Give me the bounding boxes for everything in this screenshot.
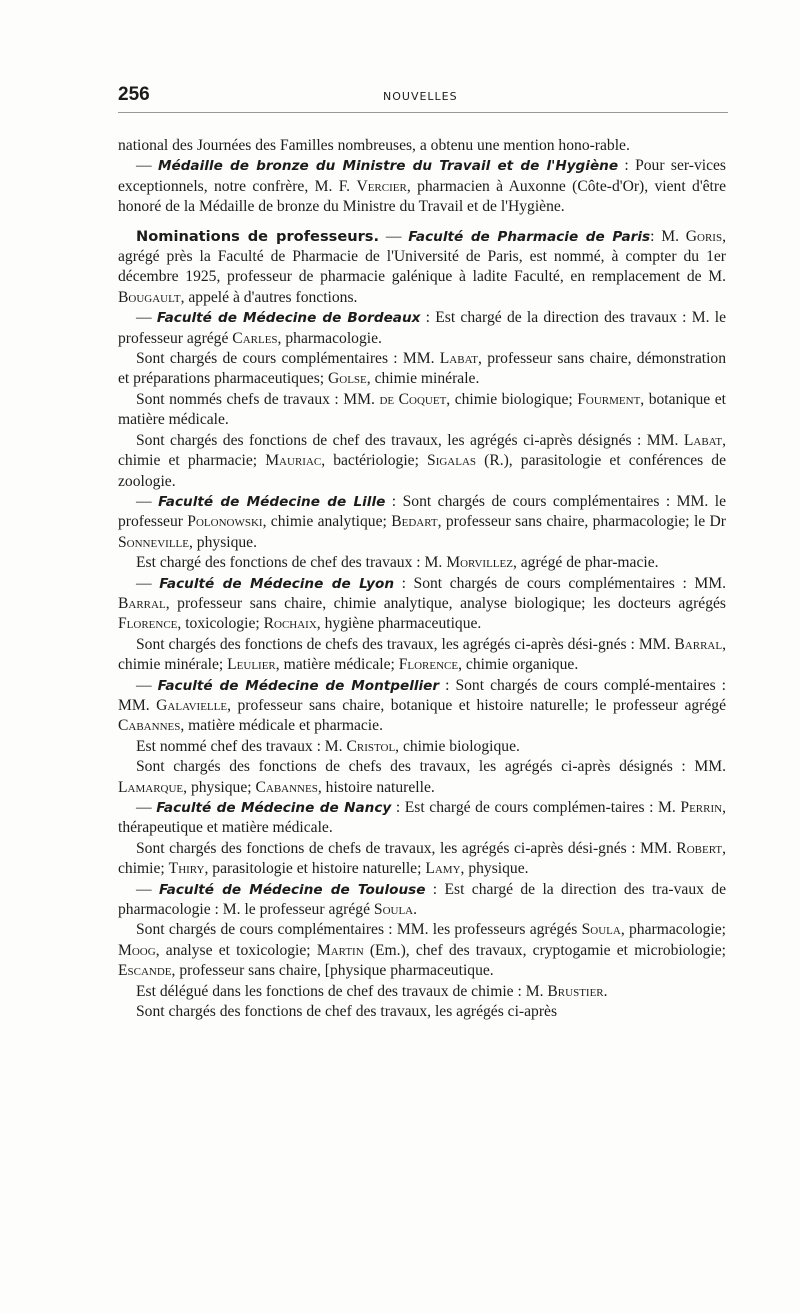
text-run: (Em.), chef des travaux, cryptogamie et microbiologie;: [363, 941, 727, 959]
text-run: : Sont chargés de cours complémentaires : MM. le professeur: [118, 492, 727, 531]
text-run: , matière médicale et pharmacie.: [180, 717, 383, 735]
person-name: Florence: [118, 615, 178, 633]
text-run: , physique.: [189, 533, 258, 551]
text-run: , analyse et toxicologie;: [155, 941, 317, 959]
text-run: , pharmacien à Auxonne (Côte-d'Or), vient d'être honoré de la Médaille de bronze du Ministre du Travail et de l'Hygiène.: [118, 177, 727, 216]
text-run: Sont chargés des fonctions de chef des travaux, les agrégés ci-après: [136, 1003, 558, 1021]
text-run: , physique.: [460, 860, 529, 878]
text-run: .: [603, 982, 608, 1000]
paragraph: [118, 737, 726, 757]
paragraph: [118, 920, 726, 981]
person-name: Galavielle: [156, 696, 228, 714]
text-run: Est délégué dans les fonctions de chef des travaux de chimie : M.: [136, 982, 548, 1000]
person-name: Soula: [373, 901, 414, 919]
text-run: , professeur sans chaire, pharmacologie; le Dr: [437, 513, 726, 531]
section-heading: Faculté de Médecine de Nancy: [156, 800, 392, 816]
text-run: : Sont chargés de cours complémentaires : MM.: [394, 574, 727, 592]
text-run: —: [136, 676, 158, 694]
person-name: Fourment: [577, 390, 641, 408]
text-run: Sont chargés des fonctions de chefs des travaux, les agrégés ci-après dési-gnés : MM.: [136, 635, 675, 653]
person-name: de Coquet: [379, 390, 447, 408]
section-heading: Faculté de Pharmacie de Paris: [408, 228, 651, 245]
text-run: , pharmacologie;: [620, 921, 726, 939]
person-name: Bougault: [118, 288, 181, 306]
text-run: , agrégé de phar-macie.: [512, 554, 659, 572]
person-name: Leulier: [227, 656, 276, 674]
text-run: (R.), parasitologie et conférences de zoologie.: [118, 452, 726, 490]
text-run: , appelé à d'autres fonctions.: [180, 288, 358, 306]
text-run: , chimie biologique.: [395, 737, 520, 755]
section-heading: Médaille de bronze du Ministre du Travail et de l'Hygiène: [157, 158, 619, 175]
paragraph: [118, 1002, 726, 1022]
person-name: Labat: [683, 431, 723, 449]
text-run: Est nommé chef des travaux : M.: [136, 737, 347, 755]
text-run: —: [379, 227, 409, 245]
text-run: —: [136, 574, 160, 592]
text-run: —: [136, 799, 157, 816]
paragraph: [118, 492, 726, 553]
running-title: NOUVELLES: [383, 90, 458, 103]
text-run: , professeur sans chaire, démonstration et préparations pharmaceutiques;: [118, 350, 726, 388]
person-name: Vercier: [356, 177, 407, 195]
text-run: , chimie analytique;: [262, 513, 392, 531]
text-run: Sont chargés des fonctions de chefs de travaux, les agrégés ci-après dési-gnés : MM.: [136, 839, 677, 857]
paragraph: [118, 880, 726, 921]
text-run: , chimie organique.: [458, 656, 579, 674]
person-name: Golse: [328, 370, 367, 388]
person-name: Carles: [232, 329, 278, 347]
person-name: Moog: [118, 941, 156, 959]
text-run: , professeur sans chaire, [physique pharmaceutique.: [171, 962, 494, 980]
text-run: , agrégé près la Faculté de Pharmacie de l'Université de Paris, est nommé, à compter du 1er décembre 1925, professeur de pharmacie galénique à ladite Faculté, en remplacement de M.: [118, 227, 726, 286]
paragraph: [118, 676, 726, 737]
paragraph: [118, 635, 726, 676]
paragraph: [118, 839, 726, 880]
section-title: Nominations de professeurs.: [136, 227, 380, 245]
text-run: —: [136, 309, 157, 327]
paragraph: [118, 136, 726, 156]
text-run: .: [413, 901, 418, 919]
person-name: Cristol: [346, 737, 396, 755]
article-body: [118, 136, 726, 1022]
text-run: , matière médicale;: [275, 656, 399, 674]
person-name: Florence: [398, 656, 459, 674]
paragraph: [118, 982, 726, 1002]
text-run: Sont chargés des fonctions de chef des travaux, les agrégés ci-après désignés : MM.: [136, 431, 684, 449]
person-name: Rochaix: [263, 615, 317, 633]
text-run: : Sont chargés de cours complé-mentaires : MM.: [118, 676, 726, 714]
text-run: Sont nommés chefs de travaux : MM.: [136, 390, 380, 408]
person-name: Bedart: [391, 513, 438, 531]
person-name: Sigalas: [427, 452, 477, 470]
text-run: Est chargé des fonctions de chef des travaux : M.: [136, 554, 447, 572]
text-run: Sont chargés de cours complémentaires : MM.: [136, 350, 440, 368]
section-heading: Faculté de Médecine de Lyon: [159, 575, 395, 592]
person-name: Morvillez: [446, 554, 513, 572]
text-run: , professeur sans chaire, botanique et histoire naturelle; le professeur agrégé: [227, 696, 726, 714]
person-name: Lamarque: [118, 778, 184, 796]
text-run: , parasitologie et histoire naturelle;: [204, 860, 426, 878]
person-name: Martin: [316, 941, 364, 959]
paragraph: [118, 553, 726, 573]
paragraph: [118, 798, 726, 839]
text-run: : Est chargé de la direction des tra-vaux de pharmacologie : M. le professeur agrégé: [118, 880, 726, 919]
person-name: Labat: [439, 350, 479, 368]
person-name: Goris: [685, 227, 723, 245]
text-run: , toxicologie;: [177, 615, 264, 633]
text-run: : Est chargé de la direction des travaux : M. le professeur agrégé: [118, 309, 726, 347]
paragraph: [118, 431, 726, 492]
text-run: , histoire naturelle.: [317, 778, 435, 796]
text-run: —: [136, 492, 159, 510]
text-run: , chimie et pharmacie;: [118, 431, 726, 470]
person-name: Thiry: [168, 860, 205, 878]
text-run: , chimie;: [118, 839, 726, 878]
section-heading: Faculté de Médecine de Montpellier: [157, 677, 440, 694]
page-number: 256: [118, 84, 150, 105]
section-heading: Faculté de Médecine de Lille: [158, 493, 386, 510]
paragraph: [118, 757, 726, 798]
text-run: Sont chargés des fonctions de chefs des travaux, les agrégés ci-après désignés : MM.: [136, 758, 726, 776]
text-run: , chimie biologique;: [446, 390, 578, 408]
person-name: Polonowski: [187, 513, 263, 531]
paragraph: [118, 574, 726, 635]
page-header: [118, 84, 728, 114]
text-run: , hygiène pharmaceutique.: [316, 615, 482, 633]
person-name: Mauriac: [265, 452, 322, 470]
person-name: Soula: [581, 921, 621, 939]
text-run: , professeur sans chaire, chimie analytique, analyse biologique; les docteurs agrégés: [165, 594, 726, 612]
text-run: : Pour ser-vices exceptionnels, notre confrère, M. F.: [118, 157, 726, 195]
text-run: , chimie minérale.: [366, 370, 480, 388]
person-name: Lamy: [425, 860, 461, 878]
person-name: Escande: [118, 962, 172, 980]
paragraph: [118, 390, 726, 431]
person-name: Barral: [674, 635, 723, 653]
header-rule: [118, 112, 728, 113]
paragraph: [118, 227, 726, 309]
person-name: Perrin: [680, 799, 723, 816]
person-name: Cabannes: [118, 717, 181, 735]
text-run: : Est chargé de cours complémen-taires : M.: [391, 799, 681, 816]
person-name: Barral: [118, 594, 166, 612]
paragraph: [118, 308, 726, 349]
section-heading: Faculté de Médecine de Bordeaux: [156, 310, 421, 327]
text-run: , bactériologie;: [321, 452, 428, 470]
text-run: : M.: [650, 227, 686, 245]
text-run: , chimie minérale;: [118, 635, 726, 674]
text-run: , pharmacologie.: [277, 329, 382, 347]
text-run: , thérapeutique et matière médicale.: [118, 799, 726, 837]
text-run: Sont chargés de cours complémentaires : MM. les professeurs agrégés: [136, 921, 582, 939]
paragraph: [118, 156, 726, 217]
person-name: Brustier: [547, 982, 604, 1000]
text-run: , physique;: [183, 778, 256, 796]
section-heading: Faculté de Médecine de Toulouse: [158, 881, 426, 898]
person-name: Robert: [676, 839, 723, 857]
text-run: —: [136, 880, 159, 898]
text-run: , botanique et matière médicale.: [118, 390, 726, 429]
person-name: Cabannes: [255, 778, 318, 796]
text-run: national des Journées des Familles nombreuses, a obtenu une mention hono-rable.: [118, 137, 630, 154]
text-run: —: [136, 157, 158, 175]
person-name: Sonneville: [118, 533, 189, 551]
paragraph: [118, 349, 726, 390]
